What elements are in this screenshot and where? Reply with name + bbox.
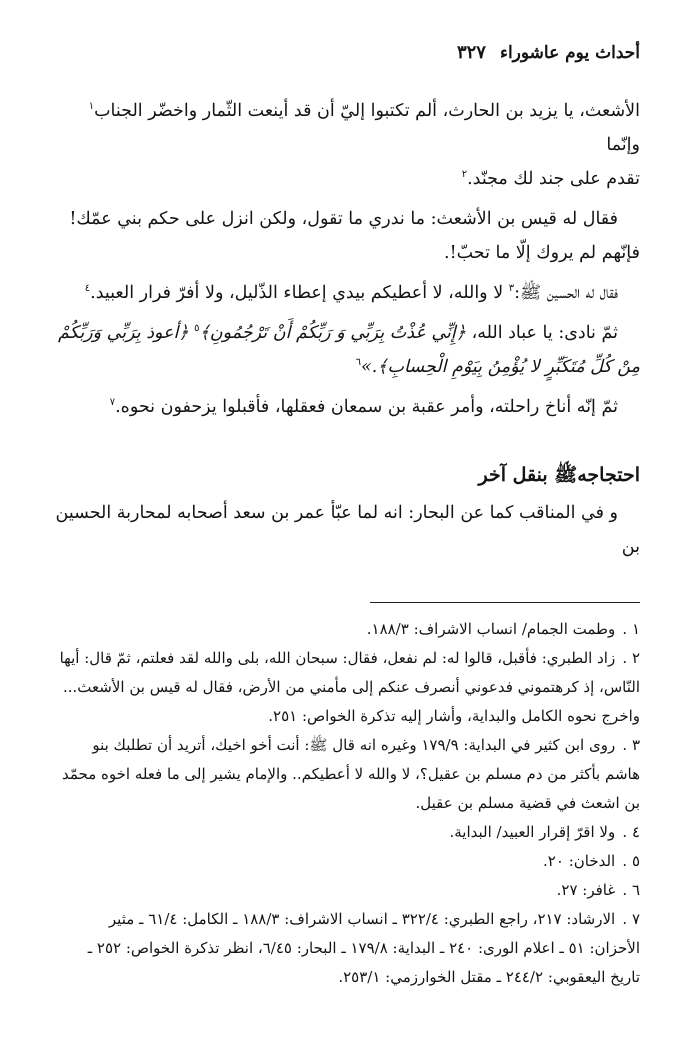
footnote-text: الدخان: ٢٠.: [543, 852, 616, 870]
footnote-ref-6[interactable]: ٦: [355, 357, 362, 369]
footnote-6: [55, 876, 640, 905]
page-number: ٣٢٧: [456, 42, 486, 63]
footnote-ref-4[interactable]: ٤: [84, 283, 91, 295]
footnote-ref-1[interactable]: ١: [88, 101, 95, 113]
footnote-text: زاد الطبري: فأقبل، قالوا له: لم نفعل، فقال: سبحان الله، بلى والله لقد فعلتم، ثمّ قال: أيها النّاس، إذ كرهتموني فدعوني أنصرف عنكم إلى مأمني من الأرض، فقال له قيس بن الأشعث... واخرج نحوه الكامل والبداية، وأشار إليه تذكرة الخواص: ٢٥١.: [59, 649, 640, 725]
footnotes: [55, 615, 640, 992]
footnote-number: ٧ .: [622, 910, 640, 928]
paragraph-3-start: فقال له الحسين ﷺ:: [514, 283, 618, 303]
footnote-5: [55, 847, 640, 876]
footnote-text: روى ابن كثير في البداية: ١٧٩/٩ وغيره انه قال ﷺ: أنت أخو اخيك، أتريد أن تطلبك بنو هاشم بأكثر من دم مسلم بن عقيل؟، لا والله لا أعطيكم.. والإمام يشير إلى ما فعله اخوه محمّد بن اشعث في قضية مسلم بن عقيل.: [61, 736, 640, 812]
paragraph-3: [55, 276, 640, 310]
running-head-title: أحداث يوم عاشوراء: [499, 43, 640, 63]
footnote-number: ٥ .: [622, 852, 640, 870]
footnote-number: ٤ .: [622, 823, 640, 841]
paragraph-2: فقال له قيس بن الأشعث: ما ندري ما تقول، ولكن انزل على حكم بني عمّك! فإنّهم لم يروك إلّا ما تحبّ!.: [69, 209, 640, 263]
footnote-ref-5[interactable]: ٥: [194, 323, 200, 335]
paragraph-6: و في المناقب كما عن البحار: انه لما عبّأ عمر بن سعد أصحابه لمحاربة الحسين بن: [55, 503, 640, 557]
paragraph-5-text: ثمّ إنّه أناخ راحلته، وأمر عقبة بن سمعان فعقلها، فأقبلوا يزحفون نحوه.: [115, 397, 618, 417]
footnote-4: [55, 818, 640, 847]
paragraph-1: [55, 94, 640, 196]
footnote-text: غافر: ٢٧.: [556, 881, 616, 899]
footnote-ref-2[interactable]: ٢: [461, 169, 468, 181]
footnote-divider: [370, 602, 640, 603]
footnote-text: وطمت الجمام/ انساب الاشراف: ١٨٨/٣.: [366, 620, 616, 638]
footnote-ref-7[interactable]: ٧: [109, 397, 116, 409]
paragraph-1-line-1: الأشعث، يا يزيد بن الحارث، ألم تكتبوا إليّ أن قد أينعت الثّمار واخضّر الجناب: [94, 101, 640, 121]
footnote-text: الارشاد: ٢١٧، راجع الطبري: ٣٢٢/٤ ـ انساب الاشراف: ١٨٨/٣ ـ الكامل: ٦١/٤ ـ مثير الأحزان: ٥١ ـ اعلام الورى: ٢٤٠ ـ البداية: ١٧٩/٨ ـ البحار: ٦/٤٥، انظر تذكرة الخواص: ٢٥٢ ـ تاريخ اليعقوبي: ٢٤٤/٢ ـ مقتل الخوارزمي: ٢٥٣/١.: [87, 910, 640, 986]
footnote-3: [55, 731, 640, 818]
section-heading: احتجاجهﷺ بنقل آخر: [478, 464, 640, 486]
footnote-number: ٢ .: [622, 649, 640, 667]
running-head: [55, 38, 640, 68]
footnote-2: [55, 644, 640, 731]
paragraph-3-rest: لا والله، لا أعطيكم بيدي إعطاء الذّليل، ولا أفرّ فرار العبيد.: [90, 283, 509, 303]
quran-verse-2: ﴿أعوذ بِرَبِّي وَرَبِّكُمْ مِنْ كُلِّ مُتَكَبِّرٍ لا يُؤْمِنُ بِيَوْمِ الْحِسابِ﴾.»: [58, 323, 640, 377]
paragraph-1-line-1-end: وإنّما: [606, 135, 640, 155]
footnote-7: [55, 905, 640, 992]
paragraph-4: [55, 316, 640, 384]
footnote-text: ولا اقرّ إقرار العبيد/ البداية.: [449, 823, 616, 841]
footnote-1: [55, 615, 640, 644]
footnote-number: ٦ .: [622, 881, 640, 899]
page: [55, 38, 640, 992]
quran-verse-1: ﴿إِنِّي عُذْتُ بِرَبِّي وَ رَبِّكُمْ أَنْ تَرْجُمُونِ﴾: [199, 323, 466, 343]
footnote-number: ٣ .: [622, 736, 640, 754]
footnote-ref-3[interactable]: ٣: [508, 283, 515, 295]
paragraph-5: [55, 390, 640, 424]
paragraph-1-line-2: تقدم على جند لك مجنّد.: [467, 169, 640, 189]
footnote-number: ١ .: [622, 620, 640, 638]
paragraph-4-start: ثمّ نادى: يا عباد الله،: [466, 323, 618, 343]
